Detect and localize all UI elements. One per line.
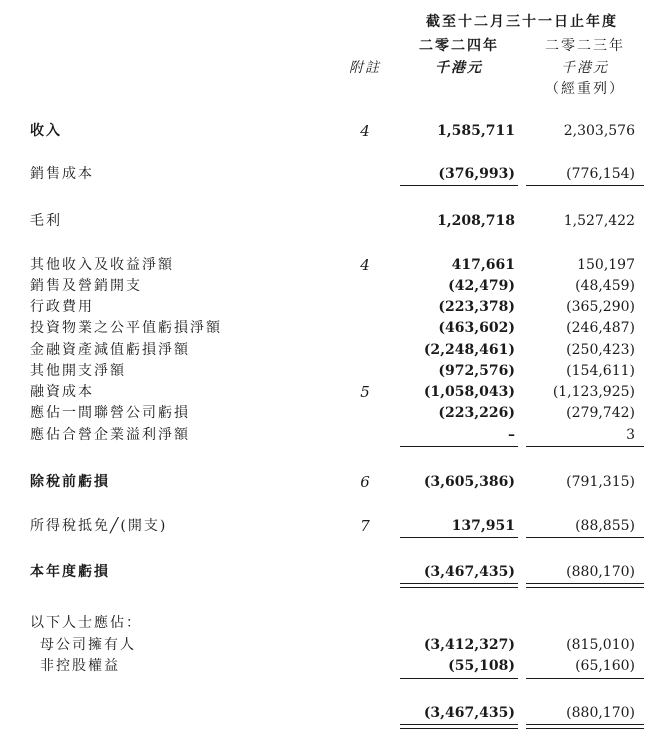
- row-label-income-tax: 所得稅抵免╱(開支): [30, 518, 168, 534]
- row-2023-other-income: 150,197: [577, 257, 635, 273]
- row-label-finance-costs: 融資成本: [30, 384, 94, 400]
- underline-2024: [400, 185, 518, 186]
- underline-2024: [400, 537, 518, 538]
- unit-2024-header: 千港元: [435, 60, 483, 76]
- unit-2023-header: 千港元: [561, 60, 609, 76]
- row-2024-selling-expenses: (42,479): [448, 278, 515, 294]
- row-2023-loss-before-tax: (791,315): [566, 474, 635, 490]
- year-2023-header: 二零二三年: [545, 38, 625, 54]
- row-note-loss-before-tax: 6: [360, 473, 370, 491]
- row-2024-finance-costs: (1,058,043): [423, 384, 515, 400]
- row-2023-total-attributable: (880,170): [566, 705, 635, 721]
- row-label-non-controlling: 非控股權益: [40, 658, 120, 674]
- year-2024-header: 二零二四年: [419, 38, 499, 54]
- row-label-admin-expenses: 行政費用: [30, 299, 94, 315]
- row-2023-owners-of-parent: (815,010): [566, 637, 635, 653]
- underline-2024: [400, 678, 518, 679]
- row-2023-fair-value-loss: (246,487): [566, 320, 635, 336]
- row-note-income-tax: 7: [360, 517, 370, 535]
- underline-2024: [400, 446, 518, 447]
- row-2024-income-tax: 137,951: [451, 518, 515, 534]
- row-label-associate-loss: 應佔一間聯營公司虧損: [30, 405, 190, 421]
- row-label-other-expenses: 其他開支淨額: [30, 363, 126, 379]
- row-note-finance-costs: 5: [360, 383, 370, 401]
- row-2024-non-controlling: (55,108): [448, 658, 515, 674]
- row-note-other-income: 4: [360, 256, 370, 274]
- row-2024-revenue: 1,585,711: [437, 123, 515, 139]
- row-2023-gross-profit: 1,527,422: [563, 213, 635, 229]
- row-2023-jv-profit: 3: [626, 427, 635, 443]
- row-2024-impairment-loss: (2,248,461): [423, 342, 515, 358]
- row-2023-finance-costs: (1,123,925): [552, 384, 635, 400]
- row-label-impairment-loss: 金融資產減值虧損淨額: [30, 342, 190, 358]
- row-note-revenue: 4: [360, 122, 370, 140]
- restated-label: （經重列）: [545, 81, 625, 97]
- row-2024-total-attributable: (3,467,435): [423, 705, 515, 721]
- underline-2023: [526, 185, 644, 186]
- double-underline-2023: [526, 724, 644, 729]
- note-column-header: 附註: [349, 60, 381, 76]
- row-label-cost-of-sales: 銷售成本: [30, 166, 94, 182]
- row-label-gross-profit: 毛利: [30, 213, 62, 229]
- double-underline-2024: [400, 724, 518, 729]
- row-2024-loss-before-tax: (3,605,386): [423, 474, 515, 490]
- row-label-jv-profit: 應佔合營企業溢利淨額: [30, 427, 190, 443]
- double-underline-2024: [400, 583, 518, 588]
- row-2023-impairment-loss: (250,423): [566, 342, 635, 358]
- row-2023-selling-expenses: (48,459): [575, 278, 635, 294]
- row-2023-cost-of-sales: (776,154): [566, 166, 635, 182]
- row-2024-gross-profit: 1,208,718: [437, 213, 515, 229]
- double-underline-2023: [526, 583, 644, 588]
- period-header: 截至十二月三十一日止年度: [426, 14, 618, 30]
- row-2024-jv-profit: –: [508, 427, 515, 443]
- underline-2023: [526, 678, 644, 679]
- row-2023-associate-loss: (279,742): [566, 405, 635, 421]
- row-2023-non-controlling: (65,160): [575, 658, 635, 674]
- row-2023-other-expenses: (154,611): [566, 363, 635, 379]
- row-label-loss-for-year: 本年度虧損: [30, 564, 110, 580]
- row-2024-fair-value-loss: (463,602): [438, 320, 515, 336]
- row-label-revenue: 收入: [30, 123, 62, 139]
- row-2024-other-income: 417,661: [451, 257, 515, 273]
- underline-2023: [526, 537, 644, 538]
- row-label-selling-expenses: 銷售及營銷開支: [30, 278, 142, 294]
- row-label-fair-value-loss: 投資物業之公平值虧損淨額: [30, 320, 222, 336]
- row-2024-associate-loss: (223,226): [438, 405, 515, 421]
- underline-2023: [526, 446, 644, 447]
- row-2024-other-expenses: (972,576): [438, 363, 515, 379]
- row-2023-income-tax: (88,855): [575, 518, 635, 534]
- row-2024-loss-for-year: (3,467,435): [423, 564, 515, 580]
- row-2023-loss-for-year: (880,170): [566, 564, 635, 580]
- row-label-loss-before-tax: 除稅前虧損: [30, 474, 110, 490]
- row-2024-admin-expenses: (223,378): [438, 299, 515, 315]
- row-2024-cost-of-sales: (376,993): [438, 166, 515, 182]
- row-label-owners-of-parent: 母公司擁有人: [40, 637, 136, 653]
- row-2024-owners-of-parent: (3,412,327): [423, 637, 515, 653]
- row-2023-revenue: 2,303,576: [563, 123, 635, 139]
- row-2023-admin-expenses: (365,290): [566, 299, 635, 315]
- row-label-attributable-to: 以下人士應佔：: [30, 615, 142, 631]
- row-label-other-income: 其他收入及收益淨額: [30, 257, 174, 273]
